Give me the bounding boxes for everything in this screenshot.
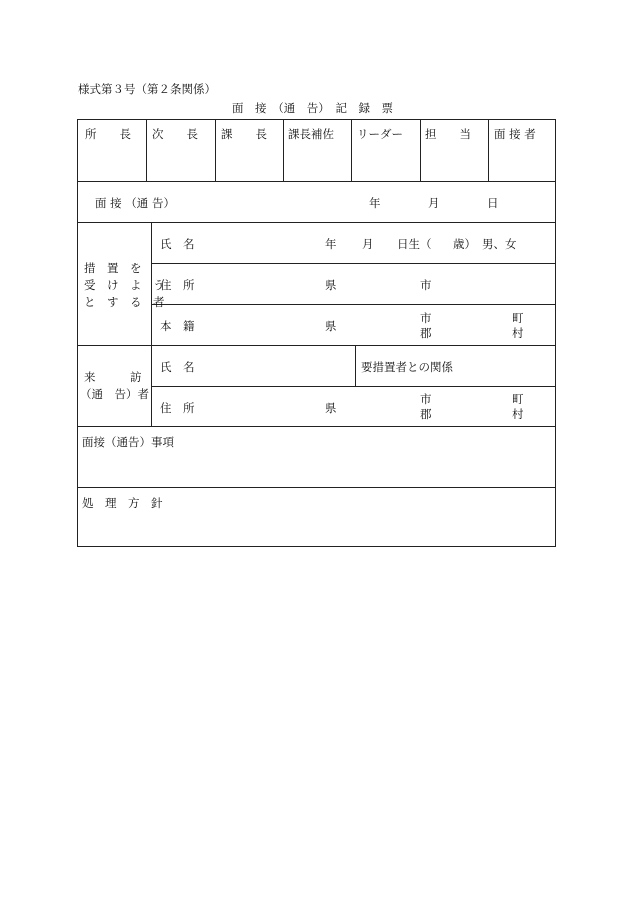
visitor-address-village: 村 [512, 407, 524, 421]
subject-domicile-city: 市 [420, 311, 432, 325]
subject-birth-day: 日生（ [397, 237, 432, 251]
subject-name-label: 氏 名 [160, 237, 195, 251]
subject-birth-month: 月 [362, 237, 374, 251]
subject-domicile-district: 郡 [420, 326, 432, 340]
visitor-address-prefecture: 県 [325, 401, 337, 415]
approval-cell-interviewer: 面 接 者 [494, 127, 536, 141]
visitor-address-label: 住 所 [160, 401, 195, 415]
handling-policy-label: 処 理 方 針 [82, 496, 163, 510]
subject-domicile-town: 町 [512, 311, 524, 325]
approval-cell-section-chief: 課 長 [221, 127, 267, 141]
subject-address-city: 市 [420, 278, 432, 292]
subject-address-label: 住 所 [160, 278, 195, 292]
approval-cell-deputy-director: 次 長 [152, 127, 198, 141]
subject-label-line-2: 受 け よ う [84, 278, 165, 292]
visitor-address-district: 郡 [420, 407, 432, 421]
interview-month: 月 [428, 196, 440, 210]
visitor-address-town: 町 [512, 392, 524, 406]
approval-cell-person-in-charge: 担 当 [425, 127, 471, 141]
visitor-address-city: 市 [420, 392, 432, 406]
subject-label-line-1: 措 置 を [84, 261, 142, 275]
interview-matters-label: 面接（通告）事項 [82, 435, 174, 449]
visitor-relation-label: 要措置者との関係 [361, 360, 453, 374]
approval-cell-director: 所 長 [85, 127, 131, 141]
approval-cell-assistant-chief: 課長補佐 [288, 127, 334, 141]
form-number: 様式第３号（第２条関係） [78, 82, 216, 96]
subject-address-prefecture: 県 [325, 278, 337, 292]
subject-birth-year: 年 [325, 237, 337, 251]
form-title: 面 接 （通 告） 記 録 票 [232, 101, 393, 115]
subject-gender: 男、女 [482, 237, 517, 251]
interview-year: 年 [369, 196, 381, 210]
subject-domicile-label: 本 籍 [160, 319, 195, 333]
visitor-label-line-2: （通 告）者 [80, 387, 149, 401]
approval-cell-leader: リーダー [357, 127, 403, 141]
visitor-name-label: 氏 名 [160, 360, 195, 374]
interview-day: 日 [487, 196, 499, 210]
subject-age: 歳） [453, 237, 476, 251]
subject-domicile-prefecture: 県 [325, 319, 337, 333]
visitor-label-line-1: 来 訪 [84, 370, 142, 384]
subject-label-line-3: と す る 者 [84, 295, 165, 309]
subject-domicile-village: 村 [512, 326, 524, 340]
interview-label: 面 接 （通 告） [95, 196, 175, 210]
